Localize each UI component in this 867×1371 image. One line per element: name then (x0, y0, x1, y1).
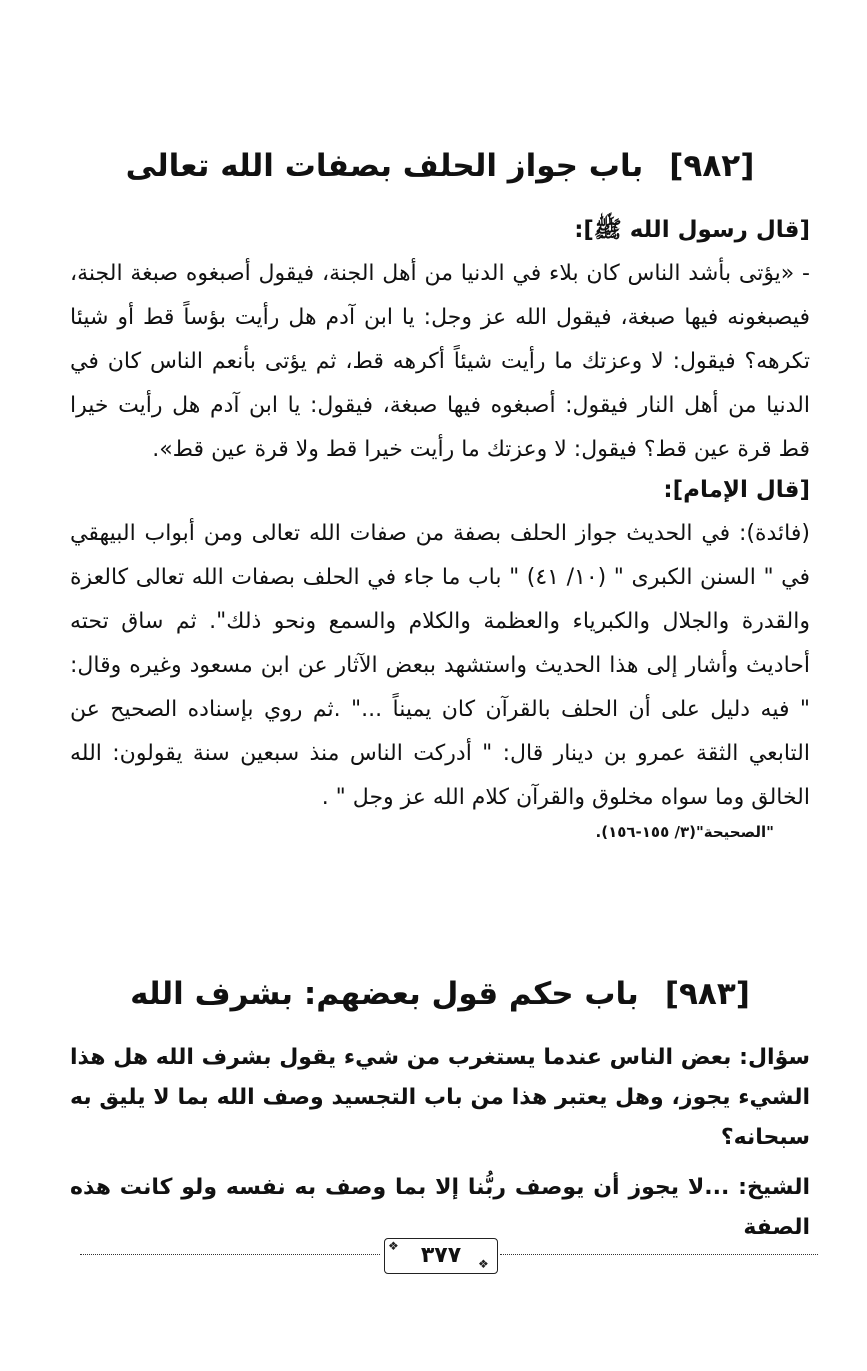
question-text: سؤال: بعض الناس عندما يستغرب من شيء يقول بشرف الله هل هذا الشيء يجوز، وهل يعتبر هذا من باب التجسيد وصف الله بما لا يليق به سبحانه؟ (70, 1045, 810, 1150)
section-title: باب جواز الحلف بصفات الله تعالى (125, 148, 644, 184)
section-heading-982 (70, 146, 810, 186)
corner-ornament-icon: ❖ (388, 1239, 399, 1253)
section-body-983 (70, 1038, 810, 1248)
section-number: [٩٨٢] (669, 148, 755, 184)
label-imam: [قال الإمام]: (663, 477, 810, 503)
section-title: باب حكم قول بعضهم: بشرف الله (130, 976, 639, 1012)
footer-divider-left (80, 1254, 380, 1255)
section-body-982 (70, 212, 810, 844)
answer-text: الشيخ: ...لا يجوز أن يوصف ربُّنا إلا بما وصف به نفسه ولو كانت هذه الصفة (70, 1175, 810, 1240)
benefit-text: (فائدة): في الحديث جواز الحلف بصفة من صفات الله تعالى ومن أبواب البيهقي في " السنن الكبرى " (١٠/ ٤١) " باب ما جاء في الحلف بصفات الله تعالى كالعزة والقدرة والجلال والكبرياء والعظمة والكلام والسمع ونحو ذلك". ثم ساق تحته أحاديث وأشار إلى هذا الحديث واستشهد ببعض الآثار عن ابن مسعود وغيره وقال: " فيه دليل على أن الحلف بالقرآن كان يميناً ..." .ثم روي بإسناده الصحيح عن التابعي الثقة عمرو بن دينار قال: " أدركت الناس منذ سبعين سنة يقولون: الله الخالق وما سواه مخلوق والقرآن كلام الله عز وجل " . (70, 521, 810, 810)
section-heading-983 (70, 974, 810, 1014)
footer-divider-right (500, 1254, 818, 1255)
hadith-text: - «يؤتى بأشد الناس كان بلاء في الدنيا من أهل الجنة، فيقول أصبغوه صبغة الجنة، فيصبغونه فيها صبغة، فيقول الله عز وجل: يا ابن آدم هل رأيت بؤساً قط أو شيئا تكرهه؟ فيقول: لا وعزتك ما رأيت شيئاً أكرهه قط، ثم يؤتى بأنعم الناس كان في الدنيا من أهل النار فيقول: أصبغوه فيها صبغة، فيقول: يا ابن آدم هل رأيت خيرا قط قرة عين قط؟ فيقول: لا وعزتك ما رأيت خيرا قط ولا قرة عين قط». (70, 261, 810, 462)
corner-ornament-icon: ❖ (478, 1257, 489, 1271)
source-reference: "الصحيحة"(٣/ ١٥٥-١٥٦). (595, 823, 774, 841)
label-prophet: [قال رسول الله ﷺ]: (574, 217, 810, 243)
section-number: [٩٨٣] (664, 976, 750, 1012)
page-number: ٣٧٧ (420, 1243, 462, 1268)
